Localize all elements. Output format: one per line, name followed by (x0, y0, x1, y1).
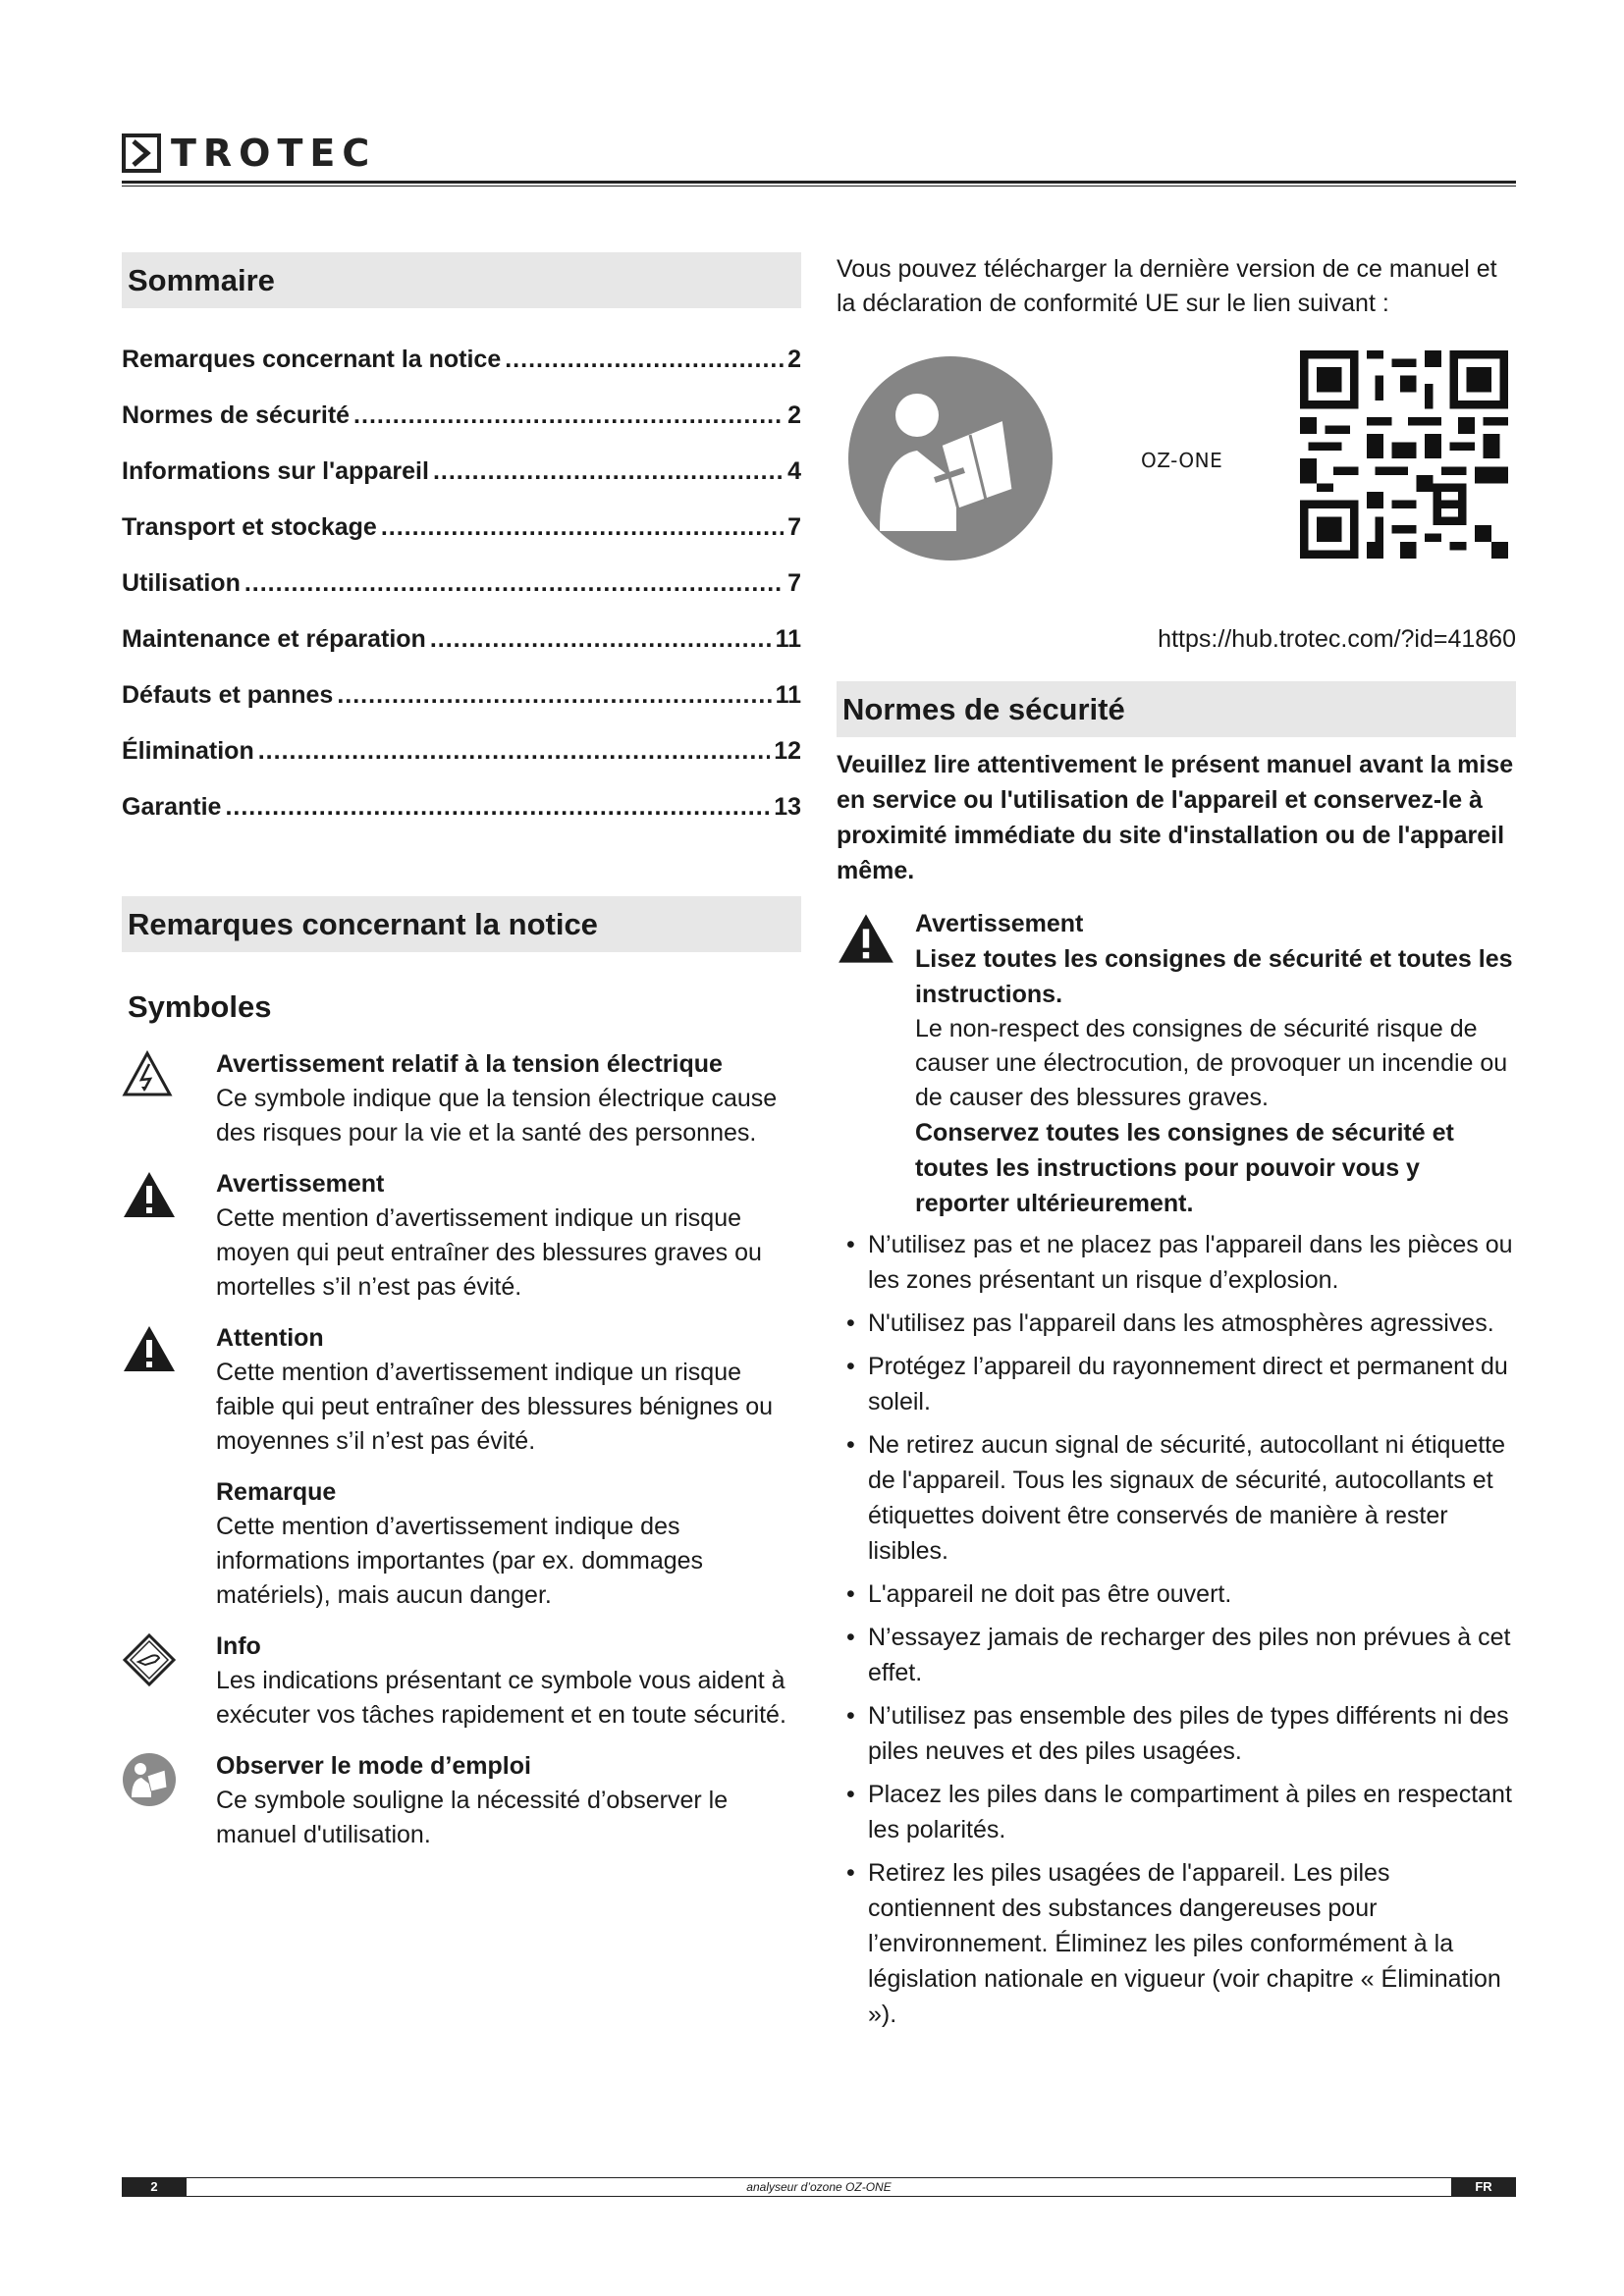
toc-heading: Sommaire (122, 252, 801, 308)
page-header (122, 130, 1516, 177)
symbol-title: Observer le mode d’emploi (216, 1752, 531, 1780)
download-link[interactable]: https://hub.trotec.com/?id=41860 (1158, 625, 1516, 653)
toc-entry-page: 11 (775, 681, 801, 709)
right-column (837, 252, 1516, 2040)
toc-leader (433, 444, 784, 500)
footer-product: analyseur d’ozone OZ-ONE (746, 2180, 892, 2194)
symbol-text: Ce symbole indique que la tension électrique cause des risques pour la vie et la santé des personnes. (216, 1085, 778, 1147)
toc-entry-page: 7 (787, 569, 801, 597)
list-item: • N’utilisez pas ensemble des piles de types différents ni des piles neuves et des piles usagées. (837, 1698, 1516, 1769)
read-manual-icon (122, 1748, 192, 1852)
list-item: • N'utilisez pas l'appareil dans les atmosphères agressives. (837, 1306, 1516, 1341)
warning-icon (837, 906, 901, 1221)
warning-text: Le non-respect des consignes de sécurité risque de causer une électrocution, de provoquer un incendie ou de causer des blessures graves. (915, 1015, 1508, 1111)
list-item: • L'appareil ne doit pas être ouvert. (837, 1576, 1516, 1612)
warning-keep-note: Conservez toutes les consignes de sécurité et toutes les instructions pour pouvoir vous y reporter ultérieurement. (915, 1119, 1454, 1217)
symbol-title: Attention (216, 1324, 324, 1352)
toc-entry-title: Maintenance et réparation (122, 625, 426, 653)
symbol-text: Cette mention d’avertissement indique des informations importantes (par ex. dommages matériels), mais aucun danger. (216, 1513, 704, 1609)
toc-leader (381, 500, 784, 556)
notes-heading: Remarques concernant la notice (122, 896, 801, 952)
list-item: • Placez les piles dans le compartiment à piles en respectant les polarités. (837, 1777, 1516, 1847)
symbols-heading: Symboles (128, 989, 272, 1024)
toc-entry-page: 13 (774, 793, 801, 821)
download-text: Vous pouvez télécharger la dernière version de ce manuel et la déclaration de conformité UE sur le lien suivant : (837, 255, 1497, 317)
symbol-text: Cette mention d’avertissement indique un risque faible qui peut entraîner des blessures bénignes ou moyennes s’il n’est pas évité. (216, 1359, 774, 1455)
toc-entry-page: 7 (787, 513, 801, 541)
header-rule (122, 181, 1516, 187)
list-item: • Ne retirez aucun signal de sécurité, autocollant ni étiquette de l'appareil. Tous les signaux de sécurité, autocollants et étiquettes doivent être conservés de manière à rester lisibles. (837, 1427, 1516, 1569)
toc-entry-page: 11 (775, 625, 801, 653)
toc-entry[interactable] (122, 444, 801, 500)
toc-leader (225, 779, 770, 835)
read-manual-icon (846, 354, 1055, 567)
symbol-text: Ce symbole souligne la nécessité d’observer le manuel d'utilisation. (216, 1787, 729, 1848)
toc-entry-page: 12 (774, 737, 801, 765)
language-badge: FR (1451, 2177, 1516, 2197)
symbol-entry (122, 1629, 801, 1733)
toc-entry-title: Défauts et pannes (122, 681, 334, 709)
qr-code-icon[interactable] (1300, 350, 1508, 563)
page-footer (122, 2177, 1516, 2197)
list-item: • N’utilisez pas et ne placez pas l'appareil dans les pièces ou les zones présentant un risque d’explosion. (837, 1227, 1516, 1298)
toc-entry[interactable] (122, 612, 801, 667)
toc-entry-title: Utilisation (122, 569, 241, 597)
toc-leader (430, 612, 772, 667)
page-number: 2 (122, 2177, 187, 2197)
toc-entry-page: 4 (787, 457, 801, 485)
toc-entry-title: Informations sur l'appareil (122, 457, 429, 485)
toc-entry[interactable] (122, 388, 801, 444)
model-label: OZ-ONE (1141, 449, 1223, 472)
toc-entry-title: Élimination (122, 737, 254, 765)
toc-entry-title: Normes de sécurité (122, 401, 351, 429)
symbol-text: Les indications présentant ce symbole vous aident à exécuter vos tâches rapidement et en toute sécurité. (216, 1667, 786, 1729)
toc-leader (244, 556, 784, 612)
warning-instruction: Lisez toutes les consignes de sécurité et toutes les instructions. (915, 945, 1513, 1008)
left-column (122, 252, 801, 1868)
toc-entry-title: Garantie (122, 793, 222, 821)
symbol-title: Info (216, 1632, 261, 1660)
warning-title: Avertissement (915, 910, 1084, 937)
brand-name: TROTEC (171, 132, 377, 175)
list-item: • Protégez l’appareil du rayonnement direct et permanent du soleil. (837, 1349, 1516, 1419)
toc-entry[interactable] (122, 556, 801, 612)
list-item: • Retirez les piles usagées de l'appareil. Les piles contiennent des substances dangereuses pour l’environnement. Éliminez les piles conformément à la législation nationale en vigueur (voir chapitre « Élimination »). (837, 1855, 1516, 2032)
electric-warning-icon (122, 1046, 192, 1150)
info-hand-icon (122, 1629, 192, 1733)
toc-entry[interactable] (122, 667, 801, 723)
symbol-entry (122, 1748, 801, 1852)
toc-entry[interactable] (122, 779, 801, 835)
safety-intro: Veuillez lire attentivement le présent manuel avant la mise en service ou l'utilisation de l'appareil et conservez-le à proximité immédiate du site d'installation ou de l'appareil même. (837, 751, 1514, 884)
toc-leader (258, 723, 770, 779)
toc-entry-title: Transport et stockage (122, 513, 377, 541)
symbol-entry (122, 1166, 801, 1305)
toc-entry[interactable] (122, 500, 801, 556)
symbol-text: Cette mention d’avertissement indique un risque moyen qui peut entraîner des blessures graves ou mortelles s’il n’est pas évité. (216, 1204, 762, 1301)
toc-entry[interactable] (122, 332, 801, 388)
toc-leader (505, 332, 784, 388)
caution-icon (122, 1320, 192, 1459)
list-item: • N’essayez jamais de recharger des piles non prévues à cet effet. (837, 1620, 1516, 1690)
logo-chevron-icon (122, 133, 161, 173)
symbol-title: Remarque (216, 1478, 337, 1506)
safety-list (837, 1227, 1516, 2032)
safety-heading: Normes de sécurité (837, 681, 1516, 737)
download-block (837, 350, 1516, 615)
trotec-logo (122, 130, 1516, 177)
symbol-title: Avertissement (216, 1170, 385, 1198)
warning-box (837, 906, 1516, 1221)
toc-entry-page: 2 (787, 346, 801, 373)
warning-icon (122, 1166, 192, 1305)
symbol-title: Avertissement relatif à la tension électrique (216, 1050, 723, 1078)
toc-entry[interactable] (122, 723, 801, 779)
symbol-entry (122, 1046, 801, 1150)
toc-entry-title: Remarques concernant la notice (122, 346, 502, 373)
toc-leader (353, 388, 784, 444)
symbol-entry (122, 1320, 801, 1459)
toc-leader (337, 667, 771, 723)
table-of-contents (122, 332, 801, 835)
symbol-entry (122, 1474, 801, 1613)
toc-entry-page: 2 (787, 401, 801, 429)
